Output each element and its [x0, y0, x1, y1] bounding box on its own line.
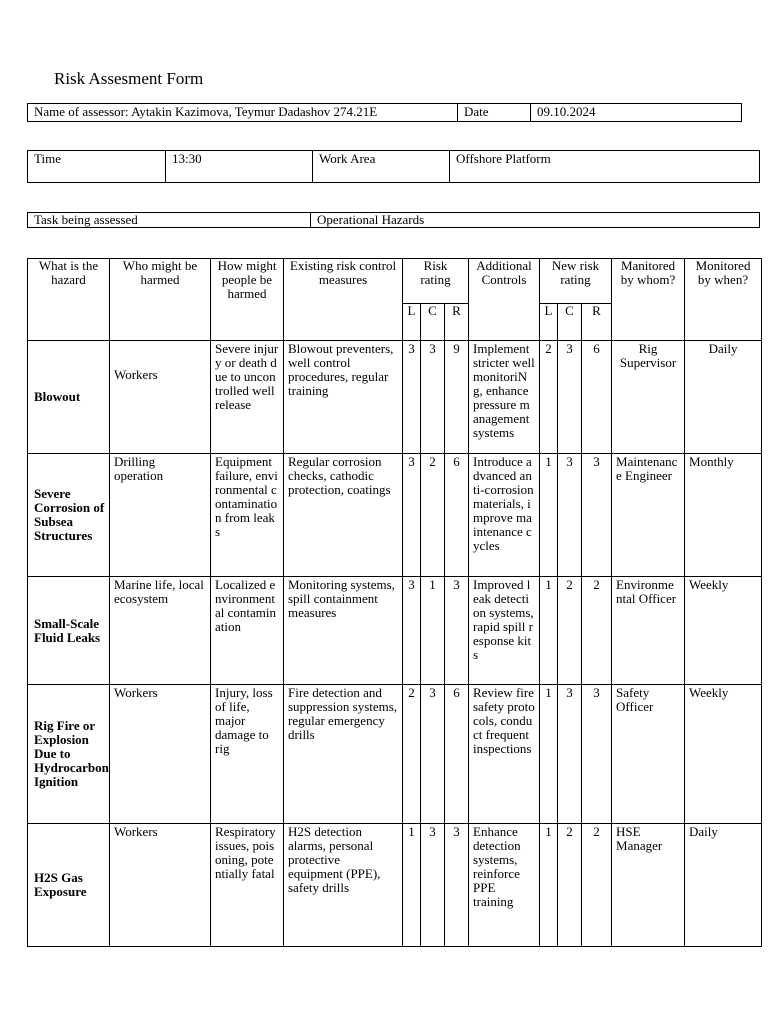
header-monitored-when: Monitored by when? [685, 259, 762, 341]
additional-cell: Review fire safety protocols, conduct frequent inspections [469, 685, 540, 824]
hazard-cell: Blowout [28, 341, 110, 454]
risk-l-cell: 3 [403, 454, 421, 577]
who-cell: Workers [110, 341, 211, 454]
new-l-cell: 1 [540, 454, 558, 577]
work-area-label: Work Area [313, 151, 450, 183]
risk-r-cell: 6 [445, 454, 469, 577]
new-l-cell: 2 [540, 341, 558, 454]
header-new-risk: New risk rating [540, 259, 612, 304]
monitored-by-cell: Safety Officer [612, 685, 685, 824]
how-cell: Localized environmental contamination [211, 577, 284, 685]
how-cell: Severe injury or death due to uncontrolled well release [211, 341, 284, 454]
monitored-when-cell: Weekly [685, 685, 762, 824]
new-l-cell: 1 [540, 577, 558, 685]
who-cell: Drilling operation [110, 454, 211, 577]
risk-l-cell: 3 [403, 341, 421, 454]
header-new-l: L [540, 304, 558, 341]
how-cell: Equipment failure, environmental contamination from leaks [211, 454, 284, 577]
task-table [27, 212, 760, 228]
assessor-name: Name of assessor: Aytakin Kazimova, Teymur Dadashov 274.21E [28, 104, 458, 122]
table-row [28, 824, 762, 947]
new-r-cell: 3 [582, 454, 612, 577]
monitored-when-cell: Weekly [685, 577, 762, 685]
assessor-table [27, 103, 742, 122]
hazard-cell: Small-Scale Fluid Leaks [28, 577, 110, 685]
header-l: L [403, 304, 421, 341]
time-label: Time [28, 151, 166, 183]
hazard-cell: H2S Gas Exposure [28, 824, 110, 947]
risk-c-cell: 3 [421, 341, 445, 454]
header-new-r: R [582, 304, 612, 341]
new-c-cell: 3 [558, 341, 582, 454]
new-c-cell: 3 [558, 685, 582, 824]
risk-r-cell: 9 [445, 341, 469, 454]
risk-table [27, 258, 762, 947]
risk-l-cell: 1 [403, 824, 421, 947]
table-row [28, 341, 762, 454]
header-additional: Additional Controls [469, 259, 540, 341]
existing-cell: Blowout preventers, well control procedures, regular training [284, 341, 403, 454]
header-who: Who might be harmed [110, 259, 211, 341]
risk-r-cell: 3 [445, 577, 469, 685]
additional-cell: Improved leak detection systems, rapid spill response kits [469, 577, 540, 685]
monitored-when-cell: Monthly [685, 454, 762, 577]
new-r-cell: 3 [582, 685, 612, 824]
additional-cell: Introduce advanced anti-corrosion materials, improve maintenance cycles [469, 454, 540, 577]
task-value: Operational Hazards [311, 213, 760, 228]
risk-c-cell: 2 [421, 454, 445, 577]
header-how: How might people be harmed [211, 259, 284, 341]
time-area-table [27, 150, 760, 183]
who-cell: Workers [110, 824, 211, 947]
how-cell: Injury, loss of life, major damage to rig [211, 685, 284, 824]
hazard-cell: Rig Fire or Explosion Due to Hydrocarbon Ignition [28, 685, 110, 824]
who-cell: Marine life, local ecosystem [110, 577, 211, 685]
header-c: C [421, 304, 445, 341]
date-value: 09.10.2024 [531, 104, 742, 122]
risk-l-cell: 3 [403, 577, 421, 685]
existing-cell: Monitoring systems, spill containment measures [284, 577, 403, 685]
table-row [28, 454, 762, 577]
header-r: R [445, 304, 469, 341]
header-hazard: What is the hazard [28, 259, 110, 341]
task-label: Task being assessed [28, 213, 311, 228]
new-c-cell: 2 [558, 824, 582, 947]
monitored-by-cell: Environmental Officer [612, 577, 685, 685]
who-cell: Workers [110, 685, 211, 824]
table-row [28, 685, 762, 824]
header-existing: Existing risk control measures [284, 259, 403, 341]
risk-r-cell: 3 [445, 824, 469, 947]
new-l-cell: 1 [540, 685, 558, 824]
time-value: 13:30 [166, 151, 313, 183]
table-row [28, 577, 762, 685]
monitored-when-cell: Daily [685, 824, 762, 947]
risk-c-cell: 1 [421, 577, 445, 685]
risk-c-cell: 3 [421, 824, 445, 947]
monitored-by-cell: Rig Supervisor [612, 341, 685, 454]
new-c-cell: 3 [558, 454, 582, 577]
new-r-cell: 2 [582, 577, 612, 685]
header-risk-rating: Risk rating [403, 259, 469, 304]
existing-cell: H2S detection alarms, personal protective equipment (PPE), safety drills [284, 824, 403, 947]
form-title: Risk Assesment Form [54, 69, 204, 88]
new-r-cell: 2 [582, 824, 612, 947]
additional-cell: Implement stricter well monitoriNg, enhance pressure management systems [469, 341, 540, 454]
existing-cell: Regular corrosion checks, cathodic protection, coatings [284, 454, 403, 577]
work-area-value: Offshore Platform [450, 151, 760, 183]
header-row [28, 259, 762, 304]
header-monitored-by: Manitored by whom? [612, 259, 685, 341]
risk-l-cell: 2 [403, 685, 421, 824]
monitored-by-cell: Maintenance Engineer [612, 454, 685, 577]
how-cell: Respiratory issues, poisoning, potentially fatal [211, 824, 284, 947]
hazard-cell: Severe Corrosion of Subsea Structures [28, 454, 110, 577]
header-new-c: C [558, 304, 582, 341]
new-r-cell: 6 [582, 341, 612, 454]
date-label: Date [458, 104, 531, 122]
monitored-by-cell: HSE Manager [612, 824, 685, 947]
additional-cell: Enhance detection systems, reinforce PPE training [469, 824, 540, 947]
risk-r-cell: 6 [445, 685, 469, 824]
risk-c-cell: 3 [421, 685, 445, 824]
monitored-when-cell: Daily [685, 341, 762, 454]
new-l-cell: 1 [540, 824, 558, 947]
new-c-cell: 2 [558, 577, 582, 685]
existing-cell: Fire detection and suppression systems, regular emergency drills [284, 685, 403, 824]
